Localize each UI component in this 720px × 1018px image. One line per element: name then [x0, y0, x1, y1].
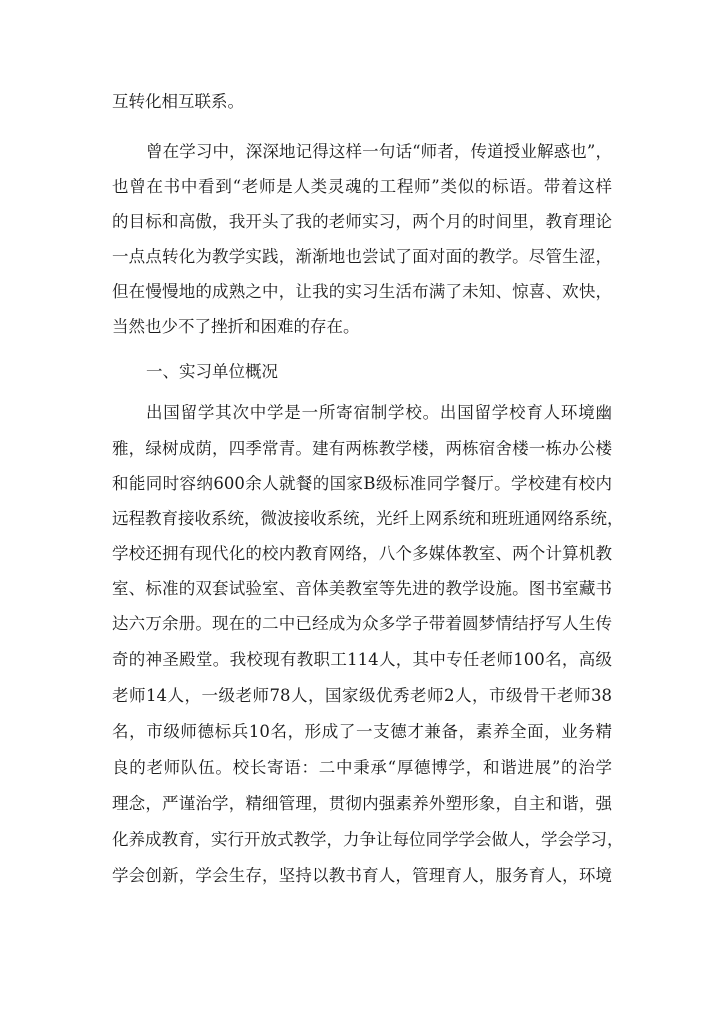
paragraph-line: 室、标准的双套试验室、音体美教室等先进的教学设施。图书室藏书 [112, 579, 612, 598]
paragraph-line: 当然也少不了挫折和困难的存在。 [112, 317, 360, 336]
paragraph-line: 奇的神圣殿堂。我校现有教职工114人，其中专任老师100名，高级 [112, 650, 612, 669]
paragraph-line: 远程教育接收系统，微波接收系统，光纤上网系统和班班通网络系统， [112, 509, 624, 528]
paragraph-line: 化养成教育，实行开放式教学，力争让每位同学学会做人，学会学习， [112, 830, 624, 849]
paragraph-line: 良的老师队伍。校长寄语：二中秉承“厚德博学，和谐进展”的治学 [112, 758, 612, 777]
paragraph-line: 学会创新，学会生存，坚持以教书育人，管理育人，服务育人，环境 [112, 866, 612, 885]
section-heading: 一、实习单位概况 [146, 362, 278, 381]
paragraph-line: 一点点转化为教学实践，渐渐地也尝试了面对面的教学。尽管生涩， [112, 247, 612, 266]
paragraph-line: 互转化相互联系。 [112, 92, 244, 111]
paragraph-line: 的目标和高傲，我开头了我的老师实习，两个月的时间里，教育理论 [112, 212, 612, 231]
paragraph-line: 雅，绿树成荫，四季常青。建有两栋教学楼，两栋宿舍楼一栋办公楼 [112, 439, 612, 458]
paragraph-line: 和能同时容纳600余人就餐的国家B级标准同学餐厅。学校建有校内 [112, 474, 612, 493]
paragraph-line: 理念，严谨治学，精细管理，贯彻内强素养外塑形象，自主和谐，强 [112, 794, 612, 813]
paragraph-line: 曾在学习中，深深地记得这样一句话“师者，传道授业解惑也”， [146, 142, 612, 161]
paragraph-line: 老师14人，一级老师78人，国家级优秀老师2人，市级骨干老师38 [112, 686, 612, 705]
paragraph-line: 学校还拥有现代化的校内教育网络，八个多媒体教室、两个计算机教 [112, 544, 612, 563]
paragraph-line: 出国留学其次中学是一所寄宿制学校。出国留学校育人环境幽 [146, 403, 612, 422]
paragraph-line: 也曾在书中看到“老师是人类灵魂的工程师”类似的标语。带着这样 [112, 177, 612, 196]
paragraph-line: 达六万余册。现在的二中已经成为众多学子带着圆梦情结抒写人生传 [112, 614, 612, 633]
paragraph-line: 但在慢慢地的成熟之中，让我的实习生活布满了未知、惊喜、欢快， [112, 282, 612, 301]
paragraph-line: 名，市级师德标兵10名，形成了一支德才兼备，素养全面，业务精 [112, 722, 612, 741]
